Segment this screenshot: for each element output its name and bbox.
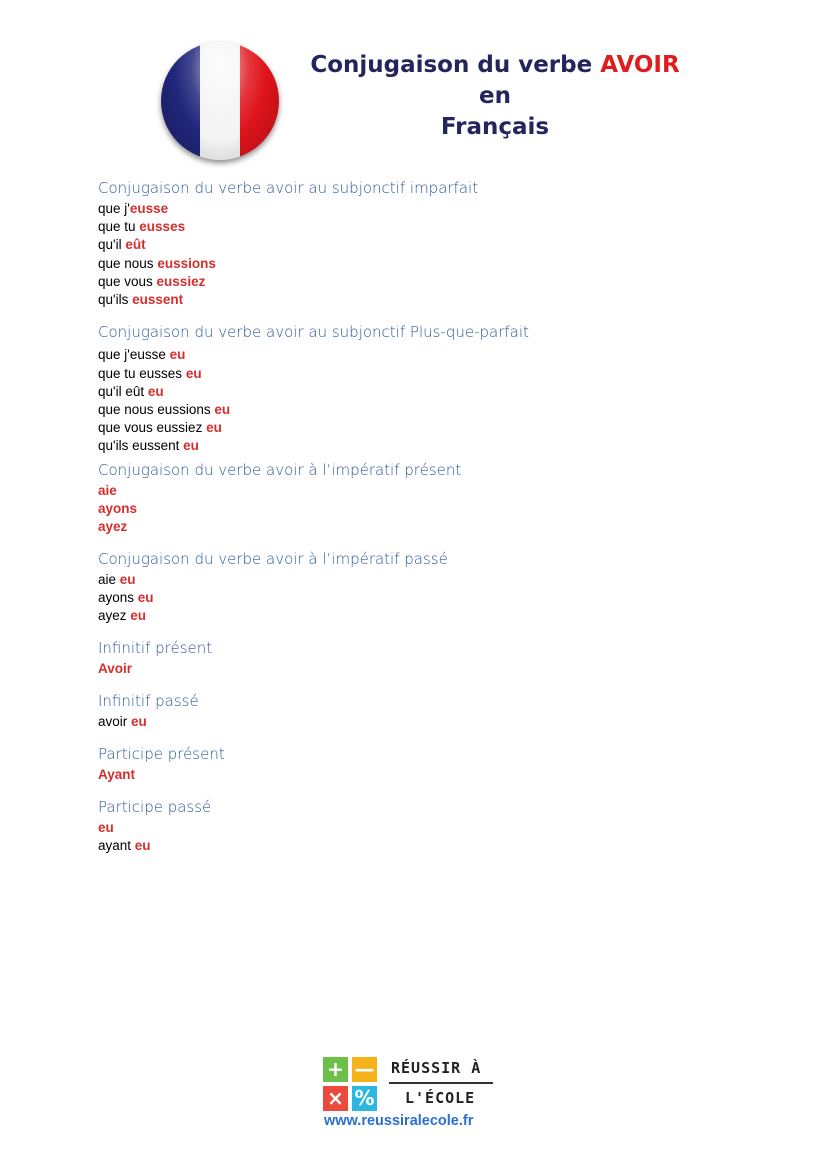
brand-divider [389, 1082, 493, 1084]
conjugation-line: que vous eussiez [98, 274, 206, 289]
conjugation-line: que nous eussions [98, 256, 216, 271]
conjugation-line: que j'eusse eu [98, 347, 186, 362]
footer-logo [323, 1057, 523, 1137]
minus-icon: — [352, 1057, 377, 1082]
section-heading: Conjugaison du verbe avoir à l’impératif passé [98, 550, 448, 568]
section-heading: Conjugaison du verbe avoir au subjonctif Plus-que-parfait [98, 323, 529, 341]
section-heading: Conjugaison du verbe avoir au subjonctif imparfait [98, 179, 479, 197]
page-title [290, 50, 700, 143]
conjugation-line: eu [98, 820, 114, 835]
conjugation-line: ayez eu [98, 608, 147, 623]
title-accent: AVOIR [600, 52, 680, 78]
conjugation-line: ayez [98, 519, 128, 534]
title-line-1: Conjugaison du verbe AVOIR [310, 52, 680, 78]
conjugation-line: que tu eusses [98, 219, 186, 234]
conjugation-line: qu'ils eussent [98, 292, 184, 307]
french-flag-icon [161, 42, 279, 160]
conjugation-line: qu'il eût [98, 237, 146, 252]
section-heading: Conjugaison du verbe avoir à l’impératif présent [98, 461, 462, 479]
section-heading: Participe présent [98, 745, 225, 763]
conjugation-line: Ayant [98, 767, 136, 782]
section-heading: Infinitif passé [98, 692, 199, 710]
section-heading: Participe passé [98, 798, 212, 816]
conjugation-line: Avoir [98, 661, 133, 676]
website-link[interactable]: www.reussiralecole.fr [324, 1113, 474, 1129]
conjugation-line: que nous eussions eu [98, 402, 231, 417]
conjugation-line: que j'eusse [98, 201, 169, 216]
section-heading: Infinitif présent [98, 639, 213, 657]
conjugation-line: que tu eusses eu [98, 366, 202, 381]
conjugation-line: qu'ils eussent eu [98, 438, 199, 453]
conjugation-line: avoir eu [98, 714, 147, 729]
multiply-icon: × [323, 1086, 348, 1111]
plus-icon: + [323, 1057, 348, 1082]
conjugation-line: ayons eu [98, 590, 154, 605]
title-line-3: Français [440, 114, 550, 140]
conjugation-line: ayons [98, 501, 138, 516]
brand-name-line-1: RÉUSSIR À [391, 1059, 482, 1077]
conjugation-line: ayant eu [98, 838, 151, 853]
percent-icon: % [352, 1086, 377, 1111]
conjugation-line: aie [98, 483, 117, 498]
conjugation-line: qu'il eût eu [98, 384, 164, 399]
title-line-2: en [479, 83, 511, 109]
brand-name-line-2: L'ÉCOLE [405, 1089, 476, 1107]
conjugation-line: que vous eussiez eu [98, 420, 222, 435]
conjugation-line: aie eu [98, 572, 136, 587]
